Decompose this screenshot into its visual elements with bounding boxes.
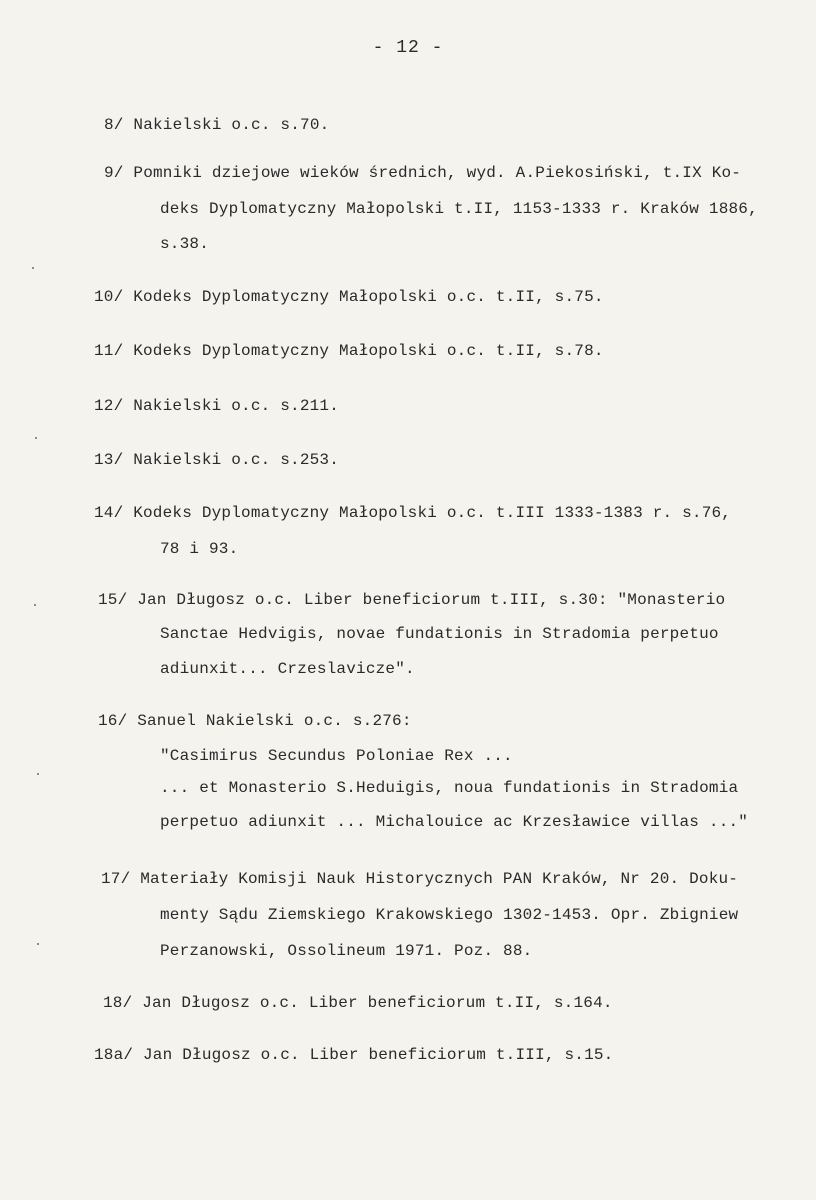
margin-speck bbox=[37, 943, 39, 945]
margin-speck bbox=[35, 437, 37, 439]
footnote-16-line-2: "Casimirus Secundus Poloniae Rex ... bbox=[160, 747, 513, 765]
footnote-17-line-3: Perzanowski, Ossolineum 1971. Poz. 88. bbox=[160, 942, 533, 960]
footnote-14-line-1: 14/ Kodeks Dyplomatyczny Małopolski o.c. t.III 1333-1383 r. s.76, bbox=[94, 504, 732, 522]
footnote-10-line-1: 10/ Kodeks Dyplomatyczny Małopolski o.c. t.II, s.75. bbox=[94, 288, 604, 306]
footnote-14-line-2: 78 i 93. bbox=[160, 540, 239, 558]
footnote-9-line-3: s.38. bbox=[160, 235, 210, 253]
footnote-18a-line-1: 18a/ Jan Długosz o.c. Liber beneficiorum t.III, s.15. bbox=[94, 1046, 614, 1064]
page-number: - 12 - bbox=[372, 38, 444, 58]
footnote-18-line-1: 18/ Jan Długosz o.c. Liber beneficiorum t.II, s.164. bbox=[103, 994, 613, 1012]
footnote-15-line-2: Sanctae Hedvigis, novae fundationis in Stradomia perpetuo bbox=[160, 625, 719, 643]
footnote-16-line-1: 16/ Sanuel Nakielski o.c. s.276: bbox=[98, 712, 412, 730]
margin-speck bbox=[34, 604, 36, 606]
footnote-9-line-2: deks Dyplomatyczny Małopolski t.II, 1153-1333 r. Kraków 1886, bbox=[160, 200, 758, 218]
footnote-16-line-3: ... et Monasterio S.Heduigis, noua fundationis in Stradomia bbox=[160, 779, 739, 797]
margin-speck bbox=[32, 267, 34, 269]
footnote-16-line-4: perpetuo adiunxit ... Michalouice ac Krzesławice villas ..." bbox=[160, 813, 749, 831]
footnote-11-line-1: 11/ Kodeks Dyplomatyczny Małopolski o.c. t.II, s.78. bbox=[94, 342, 604, 360]
footnote-13-line-1: 13/ Nakielski o.c. s.253. bbox=[94, 451, 340, 469]
footnote-8-line-1: 8/ Nakielski o.c. s.70. bbox=[104, 116, 330, 134]
margin-speck bbox=[37, 773, 39, 775]
footnote-12-line-1: 12/ Nakielski o.c. s.211. bbox=[94, 397, 340, 415]
footnote-15-line-3: adiunxit... Crzeslavicze". bbox=[160, 660, 415, 678]
footnote-17-line-1: 17/ Materiały Komisji Nauk Historycznych PAN Kraków, Nr 20. Doku- bbox=[101, 870, 739, 888]
footnote-17-line-2: menty Sądu Ziemskiego Krakowskiego 1302-1453. Opr. Zbigniew bbox=[160, 906, 739, 924]
footnote-15-line-1: 15/ Jan Długosz o.c. Liber beneficiorum t.III, s.30: "Monasterio bbox=[98, 591, 726, 609]
footnote-9-line-1: 9/ Pomniki dziejowe wieków średnich, wyd. A.Piekosiński, t.IX Ko- bbox=[104, 164, 742, 182]
